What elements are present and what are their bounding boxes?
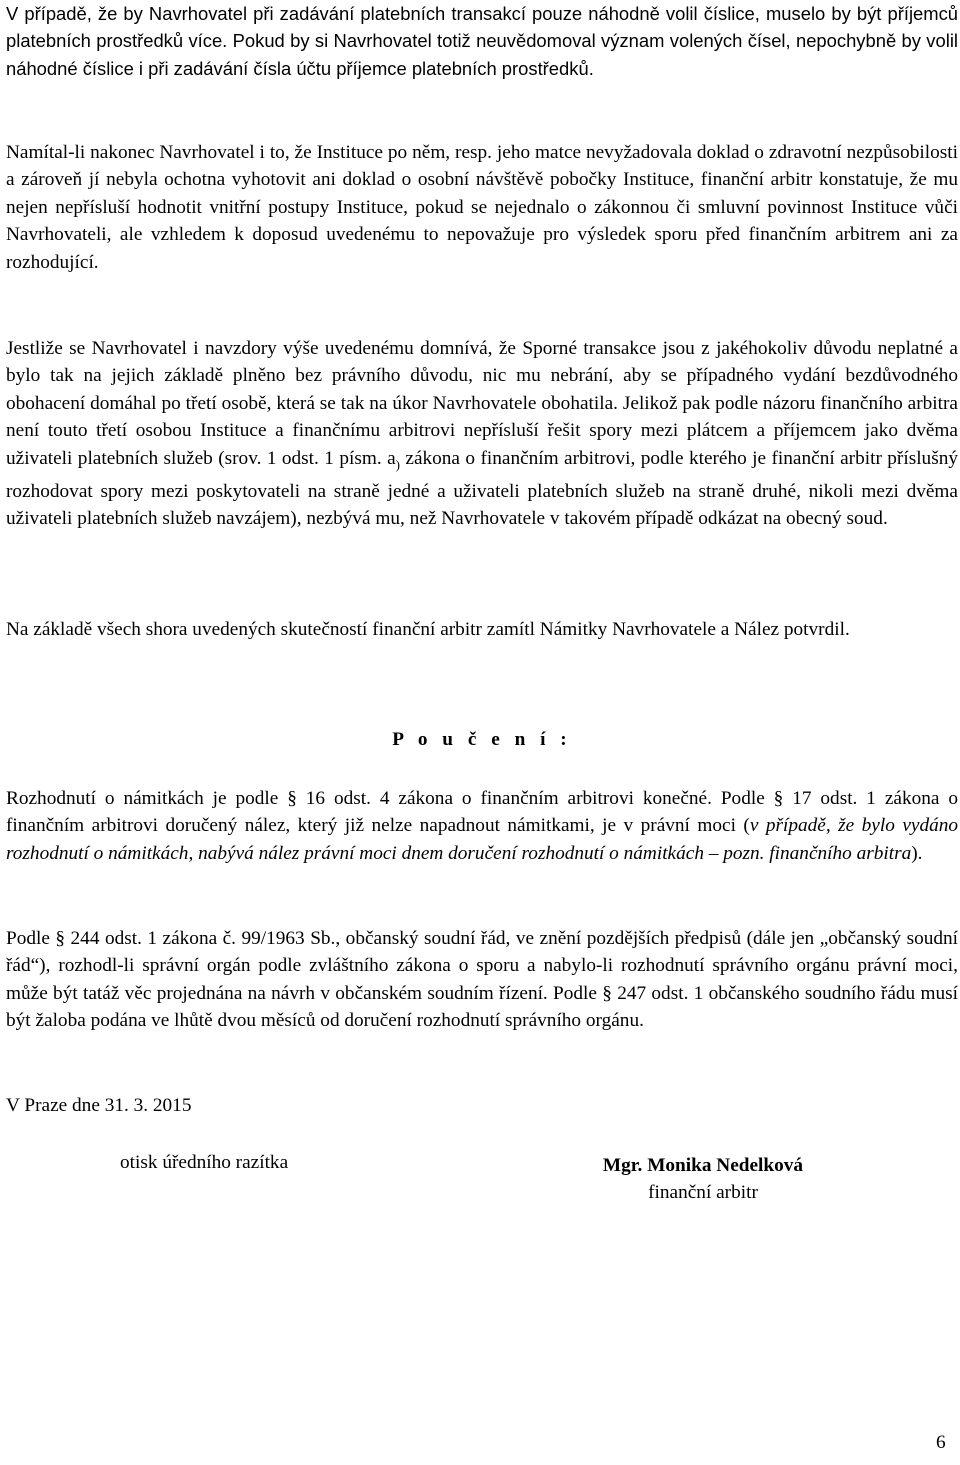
paragraph-text: ).: [911, 842, 923, 864]
paragraph-text: zákona o finančním arbitrovi, podle kterého je finanční arbitr příslušný rozhodovat spory mezi poskytovateli na straně jedné a uživateli platebních služeb na straně druhé, nikoli mezi dvěma uživateli platebních služeb navzájem), nezbývá mu, než Navrhovatele v takovém případě odkázat na obecný soud.: [6, 447, 958, 530]
paragraph-text: Jestliže se Navrhovatel i navzdory výše uvedenému domnívá, že Sporné transakce jsou z jakéhokoliv důvodu neplatné a bylo tak na jejich základě plněno bez právního důvodu, nic mu nebrání, aby se případného vydání bezdůvodného obohacení domáhal po třetí osobě, která se tak na úkor Navrhovatele obohatila. Jelikož pak podle názoru finančního arbitra není touto třetí osobou Instituce a finančnímu arbitrovi nepřísluší řešit spory mezi plátcem a příjemcem jako dvěma uživateli platebních služeb (srov. 1 odst. 1 písm. a: [6, 338, 958, 469]
italic-note: v případě, že bylo vydáno rozhodnutí o námitkách, nabývá nález právní moci dnem doručení rozhodnutí o námitkách – pozn. finančního arbitra: [6, 815, 959, 864]
subscript-parenthesis: ): [395, 456, 400, 472]
page-number: 6: [936, 1432, 946, 1453]
paragraph-instruction: [6, 785, 958, 867]
signatory-role: finanční arbitr: [648, 1182, 758, 1203]
document-date: V Praze dne 31. 3. 2015: [6, 1095, 192, 1116]
signatory-name: Mgr. Monika Nedelková: [602, 1155, 804, 1176]
paragraph-text: Rozhodnutí o námitkách je podle § 16 odst. 4 zákona o finančním arbitrovi konečné. Podle § 17 odst. 1 zákona o finančním arbitrovi doručený nález, který již nelze napadnout námitkami, je v právní moci (: [6, 788, 958, 837]
paragraph-digits-argument: V případě, že by Navrhovatel při zadávání platebních transakcí pouze náhodně volil číslice, muselo by být příjemců platebních prostředků více. Pokud by si Navrhovatel totiž neuvědomoval význam volených čísel, nepochybně by volil náhodné číslice i při zadávání čísla účtu příjemce platebních prostředků.: [6, 3, 958, 79]
paragraph-health-document: Namítal-li nakonec Navrhovatel i to, že Instituce po něm, resp. jeho matce nevyžadovala doklad o zdravotní nezpůsobilosti a zároveň jí nebyla ochotna vyhotovit ani doklad o osobní návštěvě pobočky Instituce, finanční arbitr konstatuje, že mu nejen nepřísluší hodnotit vnitřní postupy Instituce, pokud se nejednalo o zákonnou či smluvní povinnost Instituce vůči Navrhovateli, ale vzhledem k doposud uvedenému to nepovažuje pro výsledek sporu před finančním arbitrem ani za rozhodující.: [6, 142, 958, 273]
paragraph-conclusion: Na základě všech shora uvedených skutečností finanční arbitr zamítl Námitky Navrhovatele a Nález potvrdil.: [6, 619, 850, 640]
paragraph-civil-procedure: Podle § 244 odst. 1 zákona č. 99/1963 Sb., občanský soudní řád, ve znění pozdějších předpisů (dále jen „občanský soudní řád“), rozhodl-li správní orgán podle zvláštního zákona o sporu a nabylo-li rozhodnutí správního orgánu právní moci, může být tatáž věc projednána na návrh v občanském soudním řízení. Podle § 247 odst. 1 občanského soudního řádu musí být žaloba podána ve lhůtě dvou měsíců od doručení rozhodnutí správního orgánu.: [6, 928, 958, 1032]
section-heading: P o u č e n í :: [392, 729, 572, 750]
paragraph-unjust-enrichment: [6, 335, 958, 533]
signature-block: [572, 1152, 834, 1206]
stamp-placeholder: otisk úředního razítka: [120, 1152, 289, 1173]
